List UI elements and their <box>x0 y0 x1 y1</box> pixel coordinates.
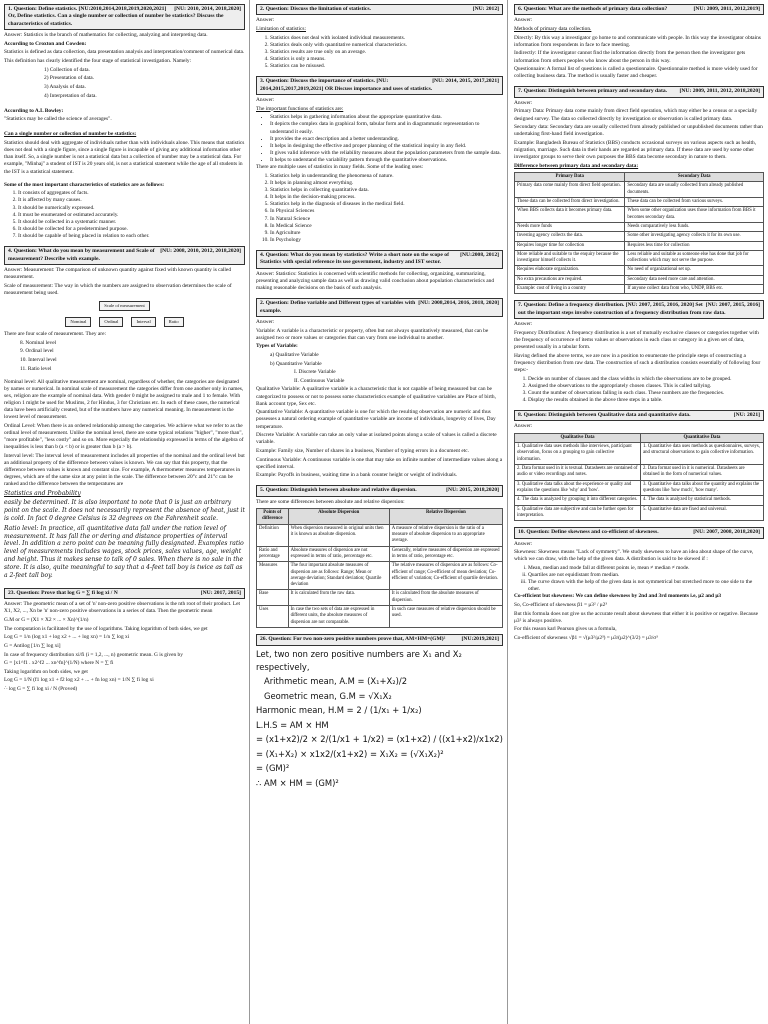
paragraph: In case of frequency distribution xi/fi (i = 1,2, ..., n) geometric mean. G is given by <box>4 651 183 658</box>
table-row <box>515 496 764 505</box>
question-header <box>514 86 764 97</box>
subheading: According to Croxton and Cowden: <box>4 40 87 47</box>
table-cell: 3. Quantitative data talks about the quantity and explains the questions like 'how much', 'how many'. <box>640 480 763 496</box>
answer-text: Answer: <box>256 97 275 103</box>
table-row <box>515 241 764 250</box>
paragraph: Skewness: Skewness means "Lack of symmetry". We study skewness to have an idea about shape of the curve, which we can draw, with the help of the given data. A distribution is said to be skewed if : <box>514 549 754 563</box>
question-title: 7. Question: Distinguish between primary and secondary data. <box>518 88 668 95</box>
table-header-row <box>515 433 764 442</box>
list-item: 8. In Medical Science <box>270 223 503 230</box>
list-item: 8. Nominal level <box>20 339 57 346</box>
table-cell: When BBS collects data it becomes primary data. <box>515 207 625 223</box>
table-cell: 5. Qualitative data are subjective and can be further open for interpretation. <box>515 505 641 521</box>
question-title: 10. Question: Define skewness and co-efficient of skewness. <box>518 529 659 536</box>
qualitative-quantitative-table <box>514 433 764 522</box>
table-cell: No need of organizational set up. <box>625 266 764 275</box>
question-year: [NU: 2007, 2015, 2016] <box>705 302 760 309</box>
dispersion-table <box>256 508 503 628</box>
table-row <box>515 182 764 198</box>
question-header <box>256 4 503 15</box>
table-cell: 4. The data is analyzed by statistical methods. <box>640 496 763 505</box>
question-year: [NU: 2010, 2014, 2018,2020] <box>174 6 241 12</box>
list-item: 5. Statistics can be misused. <box>270 63 503 70</box>
diagram-node: Ordinal <box>99 317 123 327</box>
table-cell: 5. Quantitative data are fixed and universal. <box>640 505 763 521</box>
paragraph: Variable: A variable is a characteristic or property, often but not always quantitatively measured, that can be assigned two or more values or categories that can vary from one individual to another. <box>256 327 489 341</box>
list-item: 4) Interpretation of data. <box>44 92 97 99</box>
list-item: • It depicts the complex data in graphical form, tabular form and in diagrammatic representation to understand it easily. <box>270 121 503 135</box>
table-cell: Measures <box>257 562 289 590</box>
formula: Log G = 1/N (f1 log x1 + f2 log x2 + ... + fn log xn) = 1/N ∑ fi log xi <box>4 677 154 684</box>
question-year: [NU: 2017, 2015] <box>200 589 241 596</box>
table-cell: In such case measures of relative dispersion should be used. <box>389 606 502 628</box>
table-cell: When dispersion measured in original units then it is known as absolute dispersion. <box>288 524 389 546</box>
question-year: [NU: 2008, 2010, 2012, 2018,2020] <box>160 248 241 255</box>
paragraph: Frequency Distribution: A frequency distribution is a set of mutually exclusive classes or categories together with the frequency of occurrence of items values or observations in each class or category in a given set of data, presented usually in a tabular form. <box>514 329 759 351</box>
paragraph: Indirectly: If the investigator cannot find the information directly from the person then the investigator gets information from others peoples who know about the person in this way. <box>514 50 746 64</box>
diagram-node: Ratio <box>164 317 184 327</box>
list-item: 5. Statistics help in the diagnosis of diseases in the medical field. <box>270 201 503 208</box>
paragraph: Quantitative Variable: A quantitative variable is one for which the resulting observation are numeric and thus possesses a natural ordering example of quantitative variable are income of individuals, longevity of lives, Day temperature. <box>256 409 496 430</box>
question-header <box>4 588 245 599</box>
answer-text: Answer: <box>514 321 533 328</box>
proof-line: = (X₁+X₂) × x1x2/(x1+x2) = X₁X₂ = (√X₁X₂)² <box>256 748 444 759</box>
table-cell: Definition <box>257 524 289 546</box>
question-header <box>514 300 764 319</box>
paragraph: For this reason karl Pearson gives us a formula, <box>514 626 617 633</box>
handwritten-heading: Statistics and Probability <box>4 490 81 497</box>
question-year: [NU: 2012] <box>472 6 499 12</box>
diagram-node: Nominal <box>65 317 91 327</box>
question-title: 26. Question: For two non-zero positive numbers prove that, AM×HM=(GM)² <box>260 636 446 643</box>
answer-text: Answer: Statistics: Statistics is concerned with scientific methods for collecting, organizing, summarizing, presenting and analyzing sample data as well as drawing valid conclusion about population characteristics and making reasonable decisions on the basis of such analysis. <box>256 270 495 291</box>
paragraph: Continuous Variable: A continuous variable is one that may take on infinite number of intermediate values along a specified interval. <box>256 456 503 470</box>
paragraph: Directly: By this way a investigator go home to and communicate with people. In this way the investigator obtains information from respondents in face to face meeting. <box>514 34 761 48</box>
proof-line: ∴ AM × HM = (GM)² <box>256 777 339 788</box>
question-year: [NU: 2008,2014, 2016, 2018, 2020] <box>418 300 499 307</box>
list-item: 2. It helps in planning almost everything. <box>270 180 503 187</box>
table-cell: 1. Quantitative data uses methods as questionnaires, surveys, and structural observations to gain collective information. <box>640 442 763 464</box>
table-cell: 1. Qualitative data uses methods like interviews, participant observation, focus on a grouping to gain collective information. <box>515 442 641 464</box>
paragraph: There are some differences between absolute and relative dispersion: <box>256 498 405 505</box>
table-row <box>257 546 503 562</box>
paragraph: Interval level: The interval level of measurement includes all properties of the nominal and the ordinal level but an additional property of the difference between values is known. We can say that this property, that the difference between values is known and constant size. For example, A thermometer measures temperatures in degrees, which are of the same size at any point in the scale. The difference between 20°c and 21°c can be ranked and the difference between the temperatures are <box>4 452 245 488</box>
diagram-node: Interval <box>131 317 155 327</box>
table-cell: It is calculated from the raw data. <box>288 590 389 606</box>
question-year: [NU: 2009, 2011, 2012,2019] <box>693 6 760 12</box>
paragraph: Taking logarithm on both sides, we get <box>4 668 88 675</box>
list-item: 2. Statistics deals only with quantitative numerical characteristics. <box>270 42 503 49</box>
list-item: ii. Quartiles are not equidistant from median. <box>528 572 764 579</box>
proof-block <box>256 648 503 790</box>
table-cell: In case the two sets of data are expressed in different units, the absolute measures of dispersion are not comparable. <box>288 606 389 628</box>
table-row <box>257 524 503 546</box>
list-item: • It provides the exact description and a better understanding. <box>270 136 503 143</box>
list-item: 6. It should be collected for a predetermined purpose. <box>18 226 245 233</box>
table-cell: Investing agency collects the data. <box>515 232 625 241</box>
table-cell: These data can be collected from direct investigation. <box>515 197 625 206</box>
list-item: i. Mean, median and mode fall at different points ie, mean ≠ median ≠ mode. <box>528 565 764 572</box>
answer-text: Answer: Measurement: The comparison of unknown quantity against fixed with known quantity is called measurement. <box>4 266 232 280</box>
question-year: [NU: 2007, 2008, 2018,2020] <box>693 529 760 536</box>
proof-line: Let, two non zero positive numbers are X₁ and X₂ respectively, <box>256 648 462 672</box>
table-cell: Requires less time for collection <box>625 241 764 250</box>
answer-text: Answer: <box>514 540 533 547</box>
subheading: Methods of primary data collection. <box>514 26 592 32</box>
table-row <box>515 442 764 464</box>
table-header-row <box>515 172 764 181</box>
answer-text: Answer: <box>256 17 275 24</box>
list-item: 4. It must be enumerated or estimated accurately. <box>18 212 245 219</box>
formula: Co-efficient of skewness √β1 = √(μ3²/μ2³) = μ3/(μ2)^(3/2) = μ3/σ³ <box>514 635 658 642</box>
question-header <box>514 410 764 421</box>
list-item: iii. The curve drawn with the help of the given data is not symmetrical but stretched more to one side to the other. <box>528 579 764 593</box>
question-header <box>256 76 503 95</box>
table-header: Quantitative Data <box>640 433 763 442</box>
handwritten-paragraph: easily be determined. It is also important to note that 0 is just an arbitrary point on the scale. It does not necessarily represent the absence of heat, just it is cold. In fact 0 degree Celsius is 32 degrees on the Fahrenheit scale. <box>4 499 245 523</box>
table-cell: 2. Data format used in it is numerical. Datasheets are obtained in the form of numerical values. <box>640 464 763 480</box>
question-title: 2. Question: Discuss the limitation of statistics. <box>260 6 371 12</box>
table-cell: Needs comparatively less funds. <box>625 222 764 231</box>
table-cell: Requires longer time for collection <box>515 241 625 250</box>
question-year: [NU:2019,2021] <box>461 636 499 643</box>
formula: G = [x1^f1 . x2^f2 ... xn^fn]^(1/N) where N = ∑ fi <box>4 660 114 667</box>
paragraph: Statistics should deal with aggregate of individuals rather than with individuals alone. This means that statistics does not deal with a single figure, since a single figure is incapable of giving any additional information other than itself. So, a single number is not a statistical data but a collection of number may be a statistical data. For example, "Minhaj" a student of IST is 20 years old, is not a statistical statement while the age of all students in the IST is a statistical statement. <box>4 140 245 175</box>
list-item: II. Continuous Variable <box>294 377 345 384</box>
stage-list <box>4 67 245 100</box>
subheading: The important functions of statistics are: <box>256 105 344 112</box>
column-middle <box>252 0 508 1024</box>
list-item: 10. Interval level <box>20 356 57 363</box>
answer-text: Answer: <box>514 423 533 430</box>
question-title: 23. Question: Prove that log G = ∑ fi log xi / N <box>8 589 118 596</box>
level-list <box>4 340 245 373</box>
answer-text: Answer: <box>514 17 533 24</box>
table-cell: Less reliable and suitable as someone else has done that job for collections which may not serve the purpose. <box>625 250 764 266</box>
question-year: [NU: 2021] <box>733 412 760 419</box>
table-cell: Base <box>257 590 289 606</box>
table-header: Qualitative Data <box>515 433 641 442</box>
paragraph: Example: Bangladesh Bureau of Statistics (BBS) conducts occasional surveys on various aspects such as health, migration, marriage. Such data in their hands are regarded as primary data. If these data are used by some other investigator groups to serve their own purposes the BBS data become secondary in nature to them. <box>514 139 757 161</box>
list-item: 9. In Agriculture <box>270 230 503 237</box>
answer-text: Answer: The geometric mean of a set of 'n' non-zero positive observations is the nth root of their product. Let X1, X2, ..., Xn be 'n' non-zero positive observations in a series of data. Then the geometric mean <box>4 601 240 615</box>
paragraph: Nominal level: All qualitative measurement are nominal, regardless of whether, the categories are designated by names or numerical. In nominal scale of measurement the categories differ from one another only in names, sex, religion are the example of nominal data. With gender 0 might be assigned to male and 1 to female. With religion 1 might be used for Muslims, 2 for Hindus, 3 for Christians etc. In each of these cases, the numerical data have been artificially created, but of the numbers have any numerical meaning. In measurement is the lowest level of measurement. <box>4 378 244 421</box>
table-row <box>515 222 764 231</box>
question-title: 7. Question: Define a frequency distribution. [NU: 2007, 2015, 2016, 2020] Set out the important steps involve construction of a frequency distribution from raw data. <box>518 302 726 316</box>
table-cell: Uses <box>257 606 289 628</box>
table-cell: Example: cost of living in a country <box>515 285 625 294</box>
subheading: Limitation of statistics: <box>256 26 307 32</box>
list-item: • It helps to understand the variability pattern through the quantitative observations. <box>270 157 503 164</box>
table-cell: No extra precautions are required. <box>515 275 625 284</box>
question-title: 3. Question: Discuss the importance of statistics. [NU: 2014,2015,2017,2019,2021] OR Discuss importance and uses of statistics. <box>260 78 433 92</box>
table-row <box>257 590 503 606</box>
primary-secondary-table <box>514 172 764 295</box>
table-row <box>515 464 764 480</box>
table-row <box>515 505 764 521</box>
list-item: 6. In Physical Sciences <box>270 208 503 215</box>
list-item: 7. It should be capable of being placed in relation to each other. <box>18 233 245 240</box>
table-row <box>257 562 503 590</box>
table-cell: These data can be collected from various surveys. <box>625 197 764 206</box>
question-header <box>4 4 245 30</box>
paragraph: Statistics is defined as data collection, data presentation analysis and interpretation/comment of numerical data. <box>4 49 245 56</box>
list-item: 3. Statistics helps in collecting quantitative data. <box>270 187 503 194</box>
paragraph: Questionnaire: A formal list of questions is called a questionnaire. Questionnaire method is more widely used for collecting business data. The method is usually faster and cheaper. <box>514 66 758 80</box>
proof-line: Harmonic mean, H.M = 2 / (1/x₁ + 1/x₂) <box>256 705 422 716</box>
formula: ∴ log G = ∑ fi log xi / N (Proved) <box>4 686 78 693</box>
table-cell: If anyone collect data from who, UNDP, BBS etc. <box>625 285 764 294</box>
table-row <box>515 285 764 294</box>
list-item: 10. In Psychology <box>270 237 503 244</box>
table-cell: Some other investigating agency collects it for its own use. <box>625 232 764 241</box>
table-header: Primary Data <box>515 172 625 181</box>
list-item: 4. Display the results obtained in the above three steps in a table. <box>528 397 764 404</box>
table-cell: Absolute measures of dispersion are not expressed in terms of ratio, percentage etc. <box>288 546 389 562</box>
list-item: 7. In Natural Science <box>270 216 503 223</box>
table-cell: Needs more funds <box>515 222 625 231</box>
list-item: 2) Presentation of data. <box>44 75 94 82</box>
question-title: 1. Question: Define statistics. [NU:2010,2014,2018,2019,2020,2021] Or, Define statistics. Can a single number or collection of number be statistics? Discuss the characteristics of statistics. <box>8 6 224 27</box>
question-title: 8. Question: Distinguish between Qualitative data and quantitative data. <box>518 412 691 419</box>
proof-line: = (GM)² <box>256 763 290 774</box>
handwritten-paragraph: Ratio level: In practice, all quantitative data fall under the ration level of measurement. It has fall the or dering and distance properties of interval level. In addition a zero point can be meaning fully designated. Examples ratio level of measurements includes wages, stock prices, sales values, age, weight and height. Thus it makes sense to talk of 0 sales. When there is no sale in the store. It is also, quite meaningful to say that a 4-feet tall boy is twice as tall as a 2-feet tall boy. <box>4 524 244 580</box>
formula: Log G = 1/n (log x1 + log x2 + ... + log xn) = 1/n ∑ log xi <box>4 634 130 641</box>
paragraph: The computation is facilitated by the use of logarithms. Taking logarithm of both sides, we get <box>4 625 208 632</box>
list-item: 5. It should be collected in a systematic manner. <box>18 219 245 226</box>
subheading: Types of Variable: <box>256 343 298 350</box>
table-row <box>515 480 764 496</box>
table-cell: More reliable and suitable to the enquiry because the investigator himself collects it. <box>515 250 625 266</box>
question-year: [NU: 2015, 2018,2020] <box>446 487 499 494</box>
paragraph: "Statistics may be called the science of averages". <box>4 116 112 123</box>
question-header <box>256 298 503 317</box>
table-cell: 4. The data is analyzed by grouping it into different categories. <box>515 496 641 505</box>
table-cell: Ratio and percentage <box>257 546 289 562</box>
question-header <box>256 250 503 269</box>
list-item: • It helps in designing the effective and proper planning of the statistical inquiry in any field. <box>270 143 503 150</box>
importance-list <box>256 114 503 164</box>
formula: G = Antilog [1/n ∑ log xi] <box>4 642 61 649</box>
table-cell: Primary data come mainly from direct field operation. <box>515 182 625 198</box>
list-item: I. Discrete Variable <box>294 369 336 376</box>
list-item: 1. Statistics help in understanding the phenomena of nature. <box>270 173 503 180</box>
list-item: 4. Statistics is only a means. <box>270 56 503 63</box>
paragraph: Co-efficient but skewness: We can define skewness by 2nd and 3rd moments i.e, μ2 and μ3 <box>514 593 722 600</box>
table-row <box>515 250 764 266</box>
question-year: [NU:2008, 2012] <box>460 252 499 258</box>
paragraph: But this formula does not give us the accurate result about skewness that either it is positive or negative. Because μ3² is always positive. <box>514 610 759 624</box>
question-title: 5. Question: Distinguish between absolute and relative dispersion. <box>260 487 417 494</box>
question-title: 2. Question: Define variable and Different types of variables with example. <box>260 300 416 314</box>
list-item: a) Qualitative Variable <box>270 351 319 358</box>
table-cell: A measure of relative dispersion is the ratio of a measure of absolute dispersion to an appropriate average. <box>389 524 502 546</box>
table-header: Points of difference <box>257 508 289 524</box>
table-cell: Requires elaborate organization. <box>515 266 625 275</box>
skewness-list <box>514 565 764 594</box>
list-item: 11. Ratio level <box>20 365 52 372</box>
proof-line: L.H.S = AM × HM <box>256 719 329 730</box>
uses-list <box>256 173 503 244</box>
table-header: Relative Dispersion <box>389 508 502 524</box>
list-item: • Statistics helps in gathering information about the appropriate quantitative data. <box>270 114 503 121</box>
list-item: 4. It helps in the decision-making process. <box>270 194 503 201</box>
paragraph: Primary Data: Primary data come mainly from direct field operation, which may either be a census or a specially designed survey. The data so collected directly by investigation or observation is called primary data. <box>514 108 758 122</box>
table-cell: 2. Data format used in it is textual. Datasheets are contained of audio or video recordings and notes. <box>515 464 641 480</box>
table-row <box>515 197 764 206</box>
paragraph: There are multiple uses of statistics in many fields. Some of the leading ones: <box>256 164 424 171</box>
question-title: 4. Question: What do you mean by measurement and Scale of measurement? Describe with example. <box>8 248 155 262</box>
subheading: According to A.L Bowley: <box>4 107 64 114</box>
table-cell: It is calculated from the absolute measures of dispersion. <box>389 590 502 606</box>
table-row <box>515 207 764 223</box>
list-item: 1. Statistics does not deal with isolated individual measurements. <box>270 35 503 42</box>
limitation-list <box>256 35 503 71</box>
table-cell: The relative measures of dispersion are as follows: Co-efficient of range; Co-efficient of mean deviation; Co-efficient of variation; Co-efficient of quartile deviation. <box>389 562 502 590</box>
table-cell: When some other organization uses those information from BBS it becomes secondary data. <box>625 207 764 223</box>
diagram-root: Scale of measurement <box>99 301 150 311</box>
subheading: Can a single number or collection of number be statistics: <box>4 131 137 138</box>
list-item: 3. Statistics results are true only on an average. <box>270 49 503 56</box>
paragraph: Having defined the above terms, we are now in a position to enumerate the principle steps of constructing a frequency distribution from raw data. The construction of such a distribution consists essentially of following four steps:- <box>514 352 761 373</box>
paragraph: Scale of measurement: The way in which the numbers are assigned to observation determines the scale of measurement being used. <box>4 282 232 296</box>
table-cell: The four important absolute measures of dispersion are as follows: Range; Mean or average deviation; Standard deviation; Quartile deviation <box>288 562 389 590</box>
paragraph: Example: Family size, Number of shares in a business, Number of typing errors in a document etc. <box>256 447 470 454</box>
question-header <box>4 246 245 265</box>
table-cell: Secondary data need more care and attention. <box>625 275 764 284</box>
list-item: 9. Ordinal level <box>20 348 54 355</box>
question-year: [NU: 2014, 2015, 2017,2021] <box>432 78 499 85</box>
proof-line: = (x1+x2)/2 × 2/(1/x1 + 1/x2) = (x1+x2) / ((x1+x2)/x1x2) <box>256 734 503 745</box>
answer-text: Answer: <box>256 318 275 325</box>
formula: G.M or G = (X1 × X2 × ... × Xn)^(1/n) <box>4 617 89 624</box>
paragraph: Discrete Variable: A variable can take an only value at isolated points along a scale of values is called a discrete variable. <box>256 432 497 446</box>
list-item: 3. It should be numerically expressed. <box>18 205 245 212</box>
paragraph: There are four scale of measurement. They are: <box>4 331 106 337</box>
proof-line: Arithmetic mean, A.M = (X₁+X₂)/2 <box>264 676 408 687</box>
answer-text: Answer: Statistics is the branch of mathematics for collecting, analyzing and interpreting data. <box>4 32 208 39</box>
paragraph: Example: Payoffs in business, waiting time in a bank counter height or weight of individuals. <box>256 472 458 479</box>
list-item: 1) Collection of data. <box>44 66 90 73</box>
table-cell: 3. Qualitative data talks about the experience or quality and explains the questions like 'why' and 'how'. <box>515 480 641 496</box>
subheading: Some of the most important characteristics of statistics are as follows: <box>4 181 165 188</box>
question-header <box>256 634 503 645</box>
question-title: 4. Question: What do you mean by statistics? Write a short note on the scope of Statistics with special reference its use government, industry and IST sector. <box>260 252 449 266</box>
table-row <box>515 232 764 241</box>
subheading: Difference between primary data and secondary data: <box>514 162 639 169</box>
list-item: b) Quantitative Variable <box>270 360 322 367</box>
list-item: 2. It is affected by many causes. <box>18 197 245 204</box>
paragraph: Qualitative Variable: A qualitative variable is a characteristic that is not capable of being measured but can be categorized to possess or not to possess some characteristics example of qualitative variables are Place of birth, Bank account type, Sex etc. <box>256 386 496 407</box>
question-title: 6. Question: What are the methods of primary data collection? <box>518 6 668 12</box>
list-item: 3) Analysis of data. <box>44 83 86 90</box>
question-header <box>514 4 764 15</box>
paragraph: Ordinal Level: When there is an ordered relationship among the categories. We achieve what we refer to as the ordinal level of measurement. Unlike the nominal level, there are some typical relations "higher", "more than", "more profitable", "less costly" and so on. More especially the relationship expressed in terms of the algebra of inequalities is less than b (a < b) or is greater than b (a > b). <box>4 422 244 451</box>
table-cell: Generally, relative measures of dispersion are expressed in terms of ratio, percentage etc. <box>389 546 502 562</box>
table-header-row <box>257 508 503 524</box>
list-item: 1. It consists of aggregates of facts. <box>18 190 245 197</box>
paragraph: Secondary data: Secondary data are usually collected from already published or unpublished documents rather than undertaking first-hand field investigation. <box>514 124 763 138</box>
answer-text: Answer: <box>514 99 533 106</box>
steps-list <box>514 376 764 405</box>
list-item: 1. Decide on number of classes and the class widths in which the observations are to be grouped. <box>528 376 764 383</box>
list-item: • It gives valid inference with the reliability measures about the population parameters from the sample data. <box>270 150 503 157</box>
question-header <box>514 527 764 538</box>
diagram-children <box>65 317 183 327</box>
column-left <box>0 0 250 1024</box>
question-header <box>256 485 503 496</box>
table-header: Secondary Data <box>625 172 764 181</box>
proof-line: Geometric mean, G.M = √X₁X₂ <box>264 690 392 701</box>
paragraph: This definition has clearly identified the four stage of statistical investigation. Namely: <box>4 58 192 64</box>
table-row <box>515 275 764 284</box>
table-row <box>515 266 764 275</box>
table-header: Absolute Dispersion <box>288 508 389 524</box>
list-item: 3. Count the number of observations falling in each class. These numbers are the frequencies. <box>528 390 764 397</box>
column-right <box>510 0 768 1024</box>
table-cell: Secondary data are usually collected from already published documents. <box>625 182 764 198</box>
formula: So, Co-efficient of skewness β1 = μ3² / μ2³ <box>514 602 607 609</box>
table-row <box>257 606 503 628</box>
types-list <box>256 352 503 385</box>
question-year: [NU: 2009, 2011, 2012, 2018,2020] <box>679 88 760 95</box>
list-item: 2. Assigned the observations to the appropriately chosen classes. This is called tallying. <box>528 383 764 390</box>
scale-diagram <box>4 301 245 327</box>
characteristics-list <box>4 190 245 240</box>
